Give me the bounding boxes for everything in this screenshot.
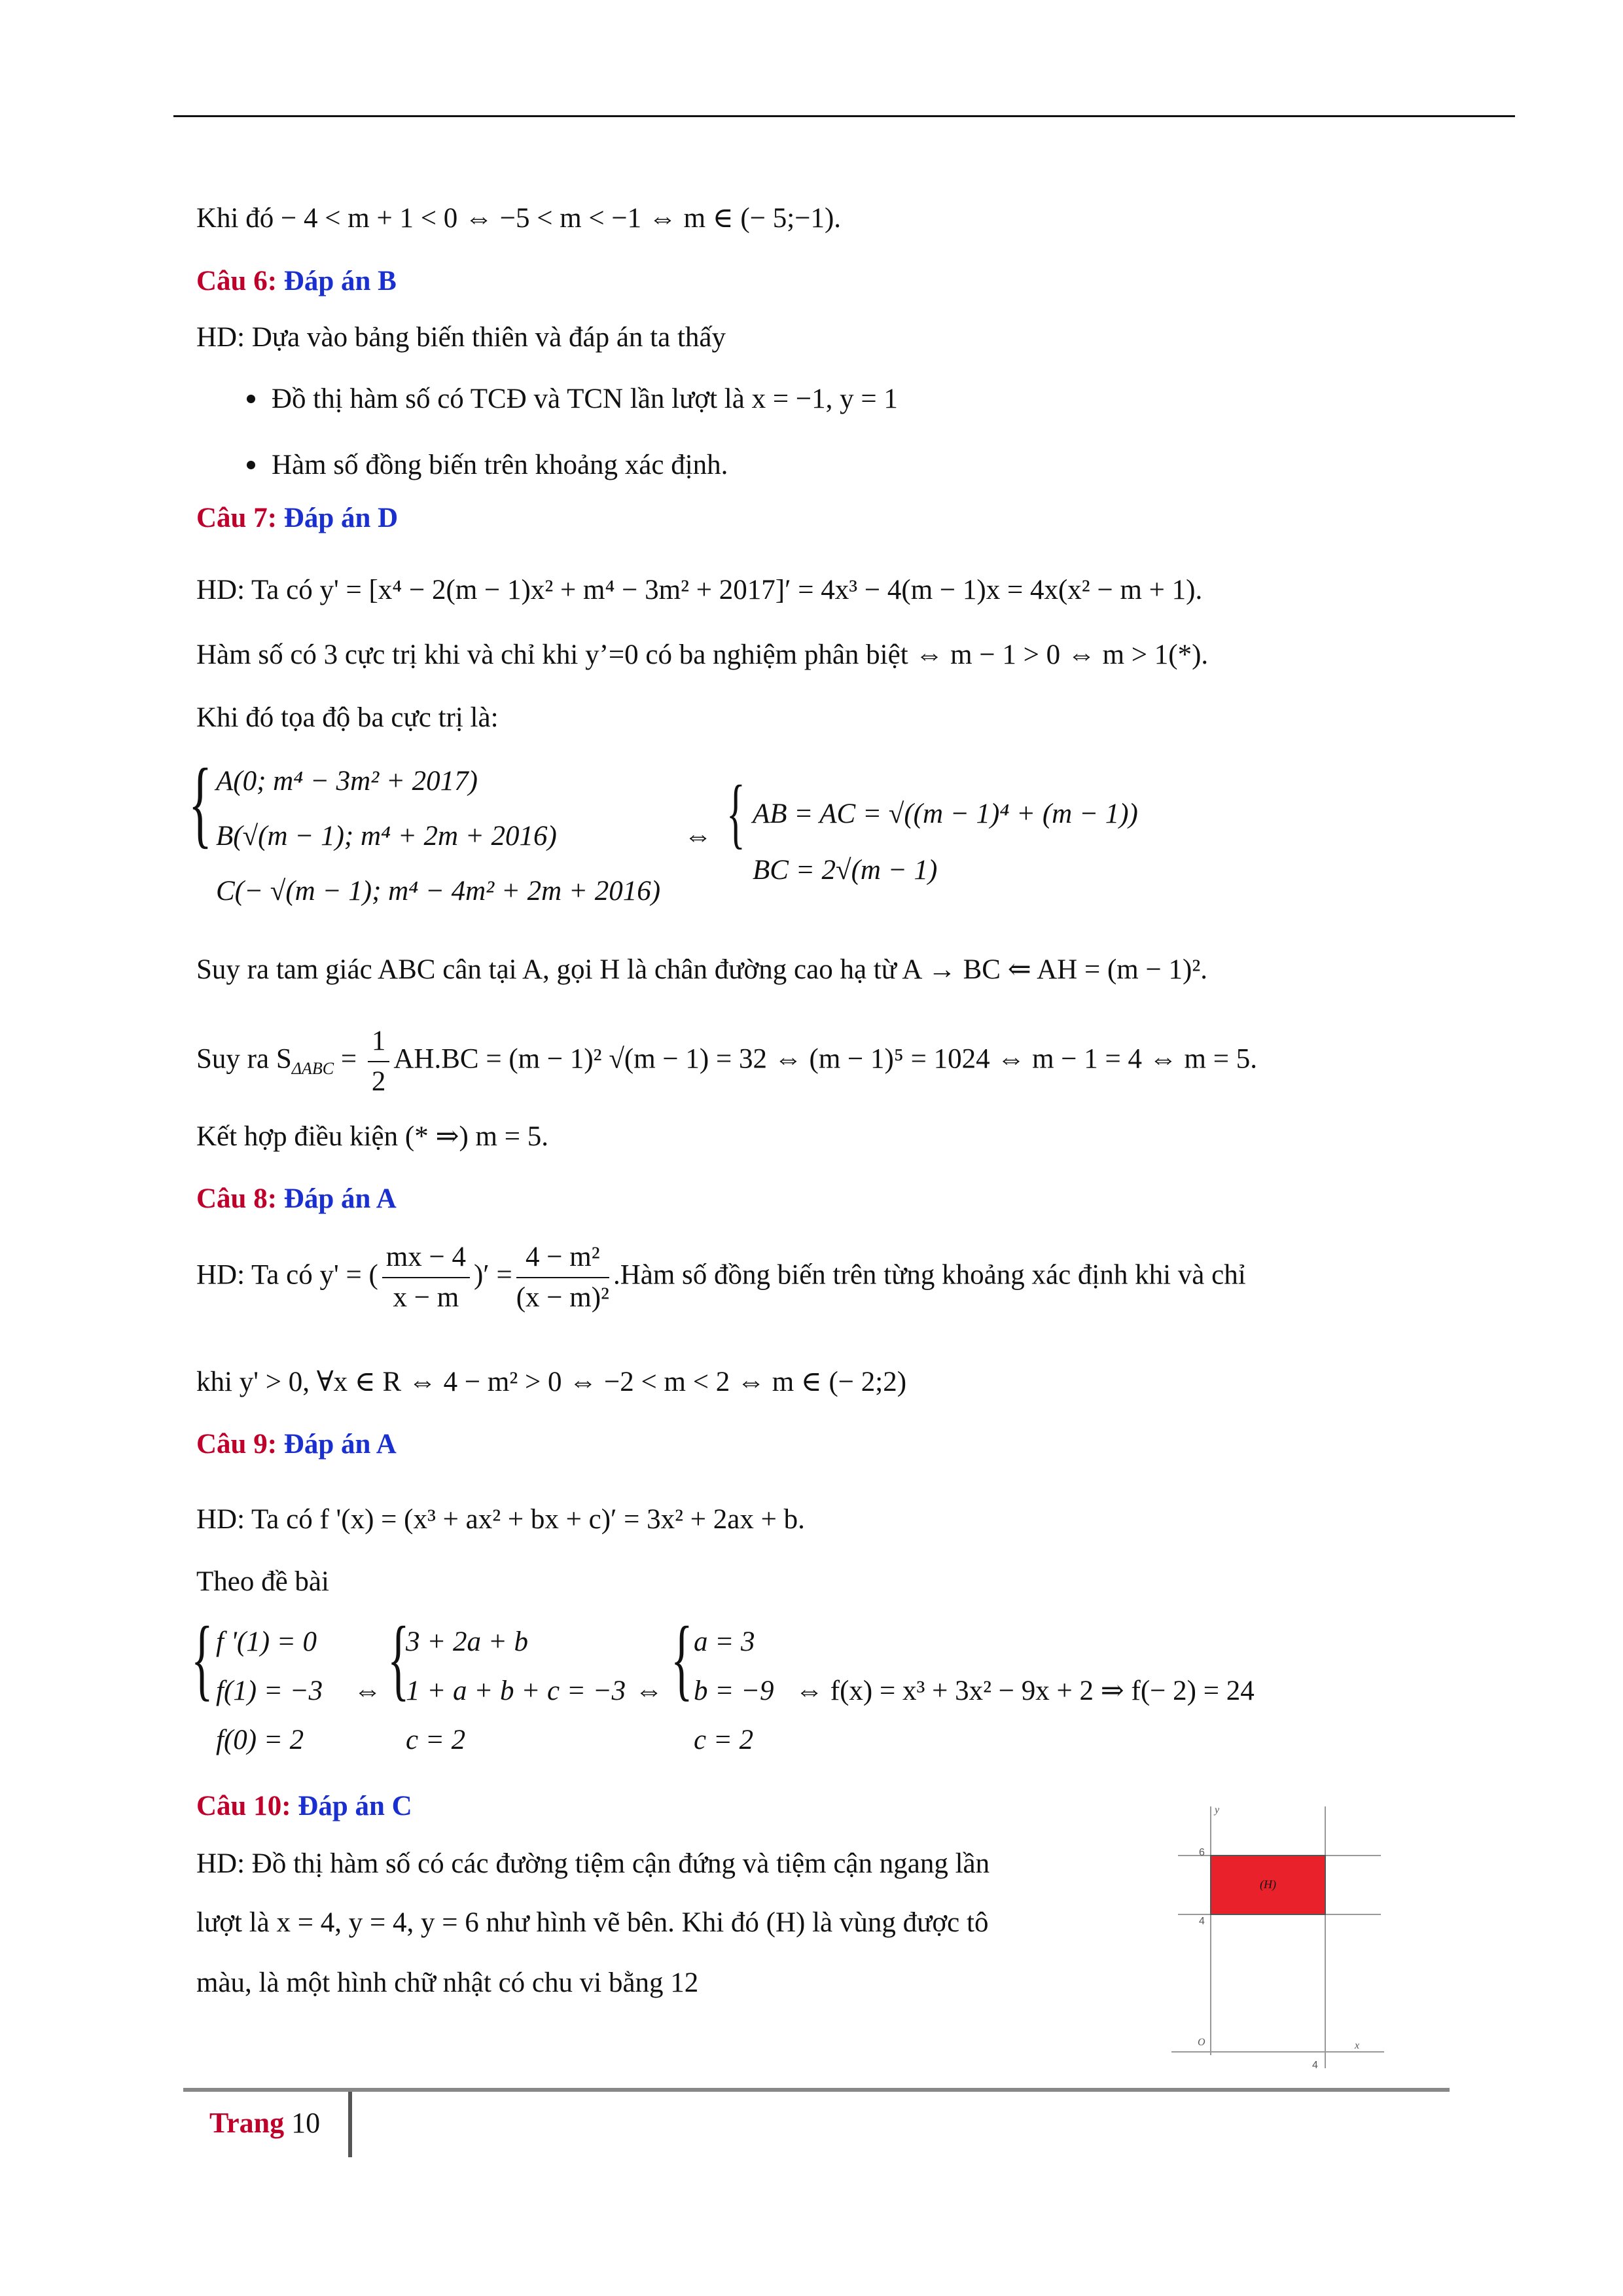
text-line: Suy ra tam giác ABC cân tại A, gọi H là chân đường cao hạ từ A → BC ⇐ AH = (m − 1)². [196, 954, 1207, 985]
text-line: Hàm số đồng biến trên khoảng xác định. [272, 450, 728, 480]
system-line: f(1) = −3 [216, 1676, 323, 1706]
question-10-answer: Đáp án C [298, 1791, 412, 1821]
question-6-heading [196, 267, 397, 295]
text-line: lượt là x = 4, y = 4, y = 6 như hình vẽ bên. Khi đó (H) là vùng được tô [196, 1907, 989, 1938]
text-line [196, 1024, 1257, 1098]
text-line: khi y' > 0, ∀x ∈ R ⇔ 4 − m² > 0 ⇔ −2 < m < 2 ⇔ m ∈ (− 2;2) [196, 1367, 907, 1397]
text-line: Đồ thị hàm số có TCĐ và TCN lần lượt là x = −1, y = 1 [272, 384, 898, 414]
question-8-title: Câu 8: [196, 1183, 284, 1214]
bottom-rule [183, 2088, 1450, 2092]
question-8-answer: Đáp án A [283, 1183, 397, 1214]
fraction-numerator: 1 [368, 1024, 390, 1062]
text-line: HD: Dựa vào bảng biến thiên và đáp án ta thấy [196, 322, 726, 353]
text-line: Kết hợp điều kiện (* ⇒) m = 5. [196, 1121, 549, 1152]
bullet-icon [247, 461, 255, 469]
fraction [516, 1240, 609, 1314]
subscript: ΔABC [291, 1059, 334, 1079]
system-line: c = 2 [406, 1725, 466, 1755]
system-line: BC = 2√(m − 1) [753, 855, 938, 886]
bullet-icon [247, 395, 255, 403]
system-line: C(− √(m − 1); m⁴ − 4m² + 2m + 2016) [216, 876, 661, 906]
text-span: )′ = [473, 1259, 512, 1291]
text-line [196, 1240, 1246, 1314]
fraction-numerator: 4 − m² [516, 1240, 609, 1278]
question-8-heading [196, 1185, 397, 1213]
footer-divider [348, 2092, 352, 2157]
system-line: B(√(m − 1); m⁴ + 2m + 2016) [216, 821, 557, 852]
question-9-answer: Đáp án A [283, 1429, 397, 1460]
fraction-denominator: x − m [393, 1282, 459, 1313]
system-line: f(0) = 2 [216, 1725, 304, 1755]
question-9-title: Câu 9: [196, 1429, 284, 1460]
text-line: Khi đó − 4 < m + 1 < 0 ⇔ −5 < m < −1 ⇔ m ∈ (− 5;−1). [196, 203, 842, 234]
system-result: ⇔ f(x) = x³ + 3x² − 9x + 2 ⇒ f(− 2) = 24 [795, 1676, 1255, 1706]
text-line: màu, là một hình chữ nhật có chu vi bằng 12 [196, 1967, 699, 1998]
axis-label: y [1215, 1804, 1220, 1816]
text-line: HD: Đồ thị hàm số có các đường tiệm cận đứng và tiệm cận ngang lần [196, 1848, 990, 1879]
tick-label: 6 [1199, 1847, 1205, 1858]
footer-page-number: 10 [291, 2107, 321, 2139]
system-line: AB = AC = √((m − 1)⁴ + (m − 1)) [753, 798, 1138, 829]
question-10-heading [196, 1792, 412, 1820]
axis-label: x [1355, 2040, 1360, 2051]
question-7-answer: Đáp án D [283, 503, 399, 533]
left-brace: { [191, 1608, 213, 1710]
left-brace: { [387, 1608, 410, 1710]
text-line: HD: Ta có f '(x) = (x³ + ax² + bx + c)′ = 3x² + 2ax + b. [196, 1504, 805, 1535]
system-line: A(0; m⁴ − 3m² + 2017) [216, 766, 478, 797]
system-line: 3 + 2a + b [406, 1626, 529, 1657]
question-6-answer: Đáp án B [283, 266, 397, 296]
page-footer [209, 2106, 320, 2140]
fraction-denominator: (x − m)² [516, 1282, 609, 1313]
equals-sign: = [334, 1043, 364, 1075]
iff-symbol: ⇔ [353, 1676, 382, 1706]
fraction [368, 1024, 390, 1098]
text-line: Hàm số có 3 cực trị khi và chỉ khi y’=0 có ba nghiệm phân biệt ⇔ m − 1 > 0 ⇔ m > 1(*). [196, 639, 1209, 670]
text-span: HD: Ta có y' = ( [196, 1259, 378, 1291]
text-line: Khi đó tọa độ ba cực trị là: [196, 702, 499, 733]
question-9-heading [196, 1430, 397, 1458]
text-line: Theo đề bài [196, 1566, 329, 1597]
question-7-heading [196, 504, 398, 532]
text-span: AH.BC = (m − 1)² √(m − 1) = 32 ⇔ (m − 1)⁵ = 1024 ⇔ m − 1 = 4 ⇔ m = 5. [393, 1043, 1257, 1075]
text-line: HD: Ta có y' = [x⁴ − 2(m − 1)x² + m⁴ − 3m² + 2017]′ = 4x³ − 4(m − 1)x = 4x(x² − m + 1). [196, 575, 1203, 605]
system-line: a = 3 [694, 1626, 755, 1657]
top-rule [173, 115, 1515, 117]
fraction-denominator: 2 [371, 1066, 386, 1097]
origin-label: O [1198, 2037, 1205, 2048]
text-span: .Hàm số đồng biến trên từng khoảng xác định khi và chỉ [613, 1259, 1246, 1291]
system-line: 1 + a + b + c = −3 [406, 1676, 626, 1706]
question-6-title: Câu 6: [196, 266, 284, 296]
tick-label: 4 [1199, 1916, 1205, 1927]
fraction-numerator: mx − 4 [382, 1240, 470, 1278]
system-line: c = 2 [694, 1725, 754, 1755]
left-brace: { [726, 769, 745, 856]
question-10-title: Câu 10: [196, 1791, 298, 1821]
iff-symbol: ⇔ [684, 821, 712, 852]
footer-label: Trang [209, 2107, 285, 2139]
system-line: b = −9 [694, 1676, 774, 1706]
tick-label: 4 [1312, 2060, 1318, 2071]
area-symbol: Suy ra S [196, 1043, 292, 1075]
fraction [382, 1240, 470, 1314]
left-brace: { [188, 749, 212, 857]
question-7-title: Câu 7: [196, 503, 284, 533]
asymptote-figure [1158, 1793, 1394, 2081]
left-brace: { [671, 1608, 693, 1710]
system-line: f '(1) = 0 [216, 1626, 317, 1657]
region-h-label: (H) [1260, 1878, 1276, 1891]
iff-symbol: ⇔ [635, 1676, 663, 1706]
